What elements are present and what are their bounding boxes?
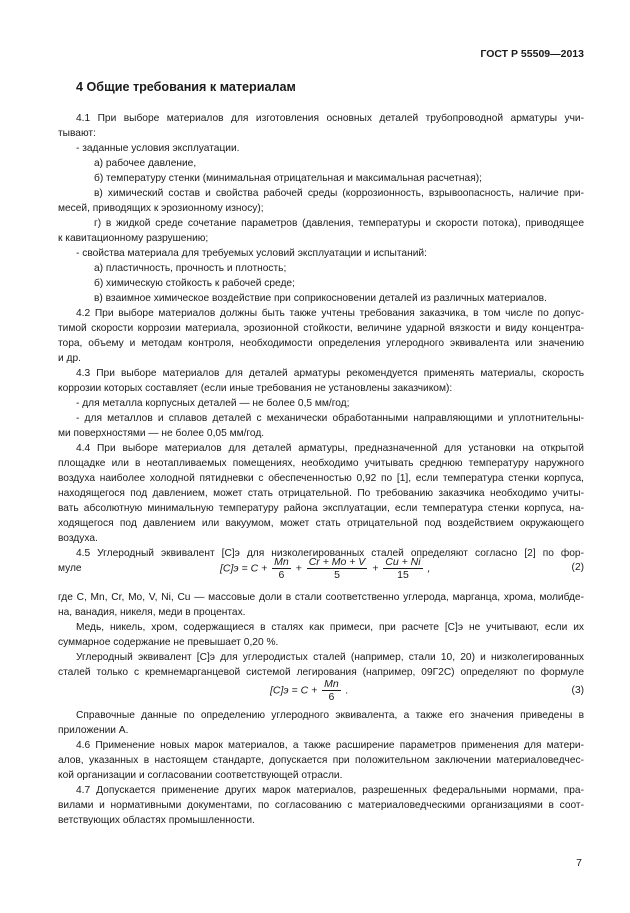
text-line: площадке или в неотапливаемых помещениях, необходимо учитывать среднюю температуру наружного <box>58 458 584 469</box>
fraction-mn <box>272 556 291 581</box>
text-line: в) взаимное химическое воздействие при соприкосновении деталей из различных материалов. <box>94 293 547 304</box>
text-line: воздуха. <box>58 533 98 544</box>
text-line: ветствующих областях промышленности. <box>58 815 255 826</box>
text-line: 4.4 При выборе материалов для деталей арматуры, предназначенной для установки на открытой <box>76 443 584 454</box>
text-line: Справочные данные по определению углеродного эквивалента, а также его значения приведены в <box>76 710 584 721</box>
text-line: а) рабочее давление, <box>94 158 197 169</box>
text-line: 4.3 При выборе материалов для деталей арматуры рекомендуется применять материалы, скорость <box>76 368 584 379</box>
text-line: б) температуру стенки (минимальная отрицательная и максимальная расчетная); <box>94 173 482 184</box>
text-line: где C, Mn, Cr, Mo, V, Ni, Cu — массовые доли в стали соответственно углерода, марганца, хрома, молибде- <box>58 592 584 603</box>
text-line: находящегося под давлением, может стать отрицательной. По требованию заказчика необходимо учиты- <box>58 488 584 499</box>
formula-2-number: (2) <box>571 562 584 573</box>
formula-plus: + <box>372 562 379 575</box>
text-line: к кавитационному разрушению; <box>58 233 209 244</box>
fraction-denominator: 15 <box>397 569 409 581</box>
text-line: алов, указанных в настоящем стандарте, допускается при положительном заключении материаловедчес- <box>58 755 584 766</box>
text-line: - для металла корпусных деталей — не более 0,5 мм/год; <box>76 398 350 409</box>
text-line: 4.5 Углеродный эквивалент [C]э для низколегированных сталей определяют согласно [2] по фор- <box>76 548 584 559</box>
formula-end: . <box>345 684 349 697</box>
text-line: приложении А. <box>58 725 129 736</box>
text-line: тывают: <box>58 128 96 139</box>
text-line: - заданные условия эксплуатации. <box>76 143 240 154</box>
text-line: вилами и нормативными документами, по согласованию с материаловедческими организациями в соот- <box>58 800 584 811</box>
formula-2 <box>220 556 430 581</box>
text-line: суммарное содержание не превышает 0,20 %. <box>58 637 279 648</box>
text-line: тимой скорости коррозии материала, эрозионной стойкости, величине ударной вязкости и виду концентра- <box>58 323 584 334</box>
text-line: 4.7 Допускается применение других марок материалов, разрешенных федеральными нормами, пра- <box>76 785 584 796</box>
fraction-denominator: 5 <box>334 569 340 581</box>
text-line: месей, приводящих к эрозионному износу); <box>58 203 264 214</box>
text-line: 4.6 Применение новых марок материалов, а также расширение параметров применения для матери- <box>76 740 584 751</box>
formula-lhs: [C]э = <box>270 684 298 697</box>
formula-plus: + <box>295 562 302 575</box>
text-line: Углеродный эквивалент [C]э для углеродистых сталей (например, стали 10, 20) и низколегированных <box>76 652 584 663</box>
text-line: коррозии которых составляет (если иные требования не установлены заказчиком): <box>58 383 453 394</box>
fraction-denominator: 6 <box>328 691 335 703</box>
fraction-cu <box>383 556 422 581</box>
text-line: и др. <box>58 353 81 364</box>
text-line: ми поверхностями — не более 0,05 мм/год. <box>58 428 265 439</box>
text-line: муле <box>58 563 82 574</box>
section-title: 4 Общие требования к материалам <box>76 80 296 94</box>
fraction-numerator: Cr + Mo + V <box>308 556 366 568</box>
formula-lhs: [C]э = <box>220 562 248 575</box>
text-line: - свойства материала для требуемых условий эксплуатации и испытаний: <box>76 248 427 259</box>
text-line: г) в жидкой среде сочетание параметров (давления, температуры и скорости потока), приводящее <box>94 218 584 229</box>
text-line: на, ванадия, никеля, меди в процентах. <box>58 607 246 618</box>
formula-3 <box>270 678 349 703</box>
text-line: Медь, никель, хром, содержащиеся в сталях как примеси, при расчете [C]э не учитывают, если их <box>76 622 584 633</box>
text-line: 4.2 При выборе материалов должны быть также учтены требования заказчика, в том числе по допус- <box>76 308 584 319</box>
fraction-numerator: Cu + Ni <box>385 556 421 568</box>
text-line: ходящегося под давлением или вакуумом, может стать отрицательной под воздействием окружающего <box>58 518 584 529</box>
text-line: тора, объему и методам контроля, необходимости определения углеродного эквивалента или значению <box>58 338 584 349</box>
text-line: а) пластичность, прочность и плотность; <box>94 263 287 274</box>
text-line: 4.1 При выборе материалов для изготовления основных деталей трубопроводной арматуры учи- <box>76 113 584 124</box>
text-line: кой организации и согласовании соответствующей отрасли. <box>58 770 343 781</box>
text-line: сталей только с кремнемарганцевой системой легирования (например, 09Г2С) определяют по формуле <box>58 667 584 678</box>
text-line: воздуха наиболее холодной пятидневки с обеспеченностью 0,92 по [1], если температура стенки корпуса, <box>58 473 584 484</box>
formula-term: C + <box>300 684 318 697</box>
text-line: вать абсолютную минимальную температуру района эксплуатации, если температура стенки корпуса, на- <box>58 503 584 514</box>
fraction-mn <box>322 678 341 703</box>
fraction-cr <box>307 556 368 581</box>
text-line: б) химическую стойкость к рабочей среде; <box>94 278 295 289</box>
formula-3-number: (3) <box>571 685 584 696</box>
formula-end: , <box>427 562 431 575</box>
fraction-numerator: Mn <box>324 678 339 690</box>
text-line: в) химический состав и свойства рабочей среды (коррозионность, взрывоопасность, наличие при- <box>94 188 584 199</box>
fraction-denominator: 6 <box>278 569 285 581</box>
standard-number: ГОСТ Р 55509—2013 <box>480 48 584 60</box>
text-line: - для металлов и сплавов деталей с механически обработанными направляющими и уплотнительны- <box>76 413 584 424</box>
formula-term: C + <box>250 562 268 575</box>
fraction-numerator: Mn <box>274 556 289 568</box>
page-number: 7 <box>576 857 582 869</box>
